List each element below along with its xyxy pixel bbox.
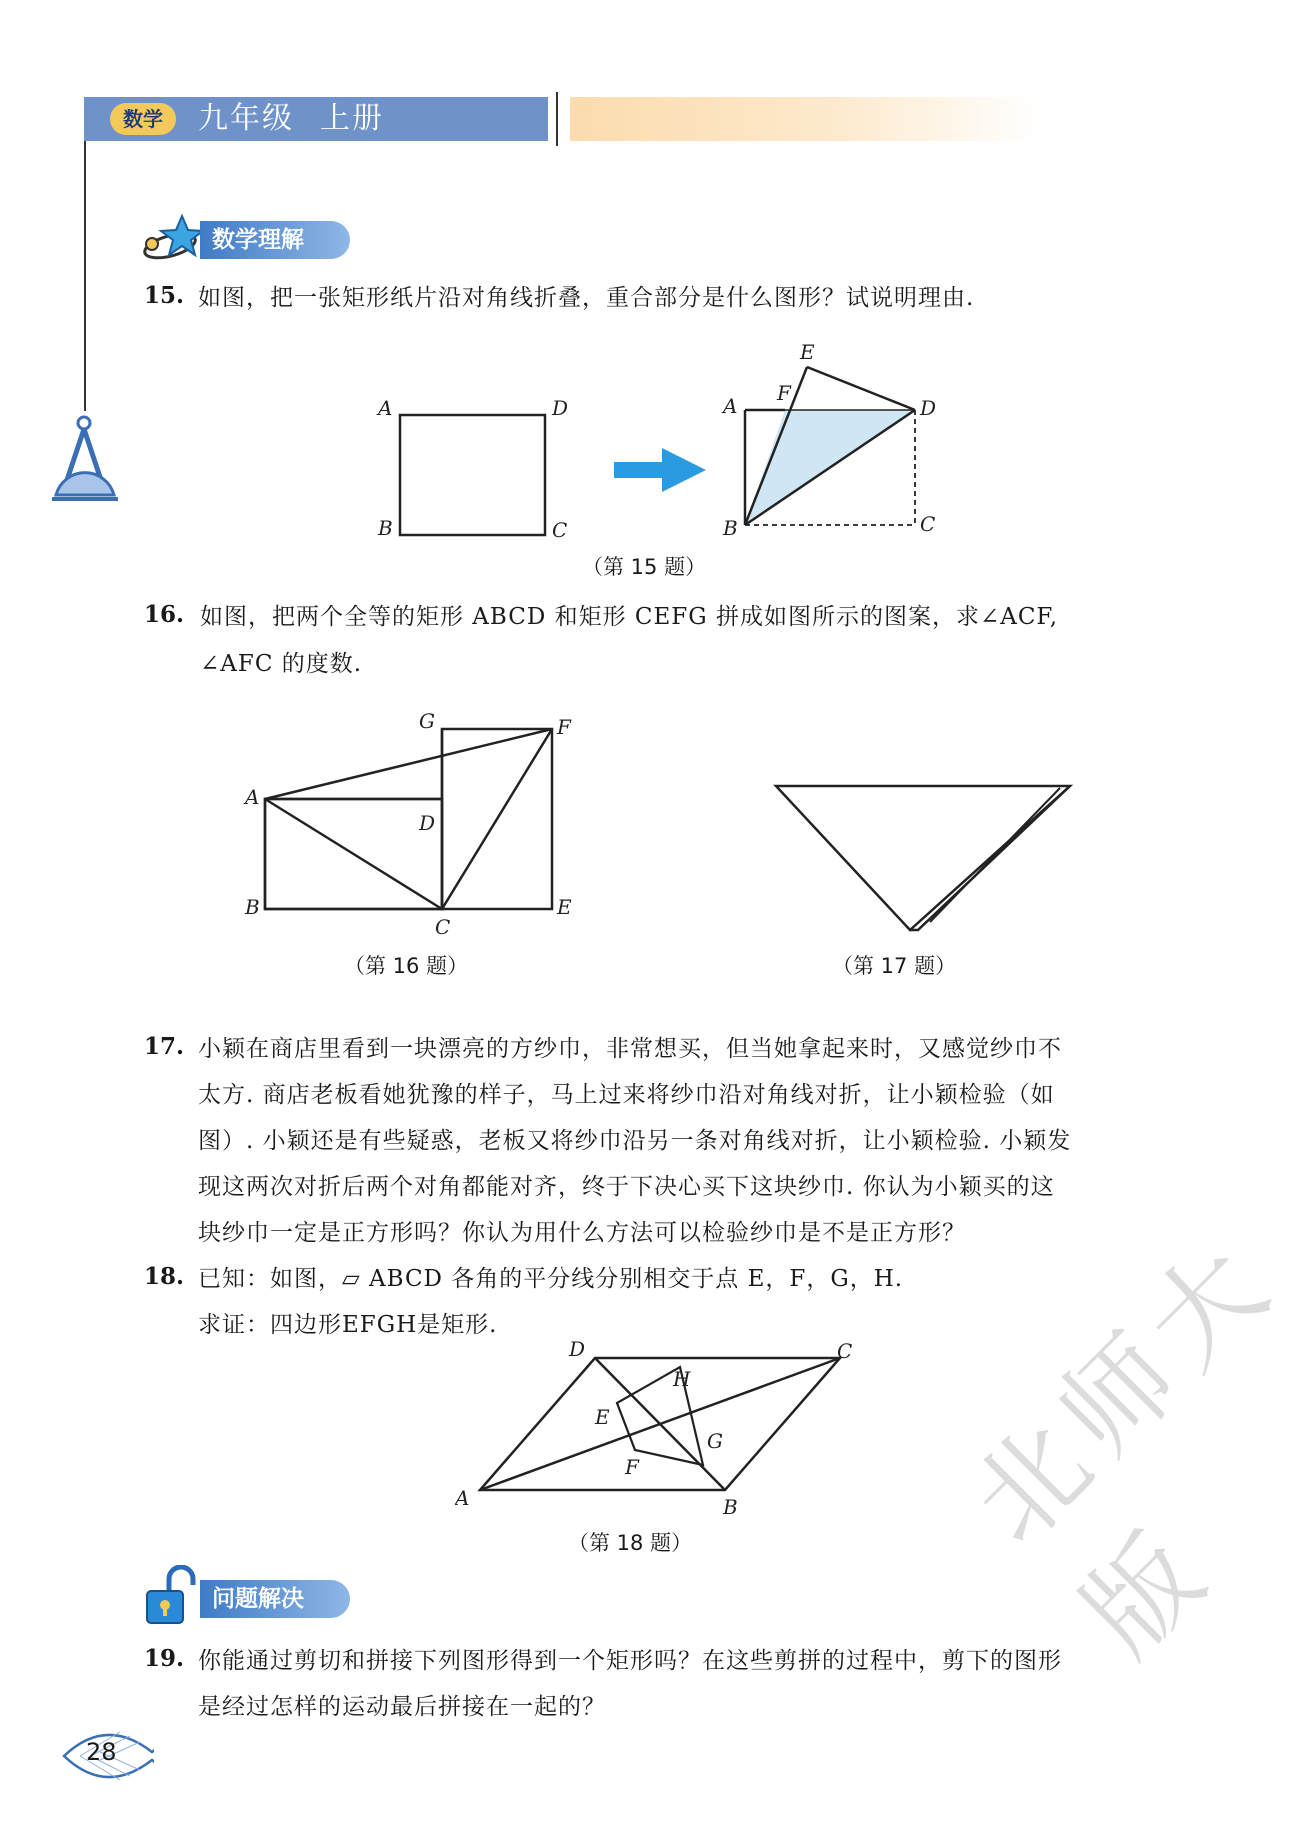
problem-18-number: 18. [144, 1263, 185, 1290]
problem-17-line4: 现这两次对折后两个对角都能对齐，终于下决心买下这块纱巾. 你认为小颖买的这 [198, 1174, 1055, 1200]
rect-abcd [400, 415, 545, 535]
label-16-D: D [419, 811, 436, 835]
problem-15-text: 如图，把一张矩形纸片沿对角线折叠，重合部分是什么图形？试说明理由. [198, 285, 975, 311]
label-15a-B: B [378, 516, 393, 540]
figure-15b [715, 335, 945, 540]
problem-19-line2: 是经过怎样的运动最后拼接在一起的？ [198, 1694, 606, 1720]
section-tag-problem-solving: 问题解决 [200, 1580, 350, 1618]
volume-label: 上册 [320, 101, 384, 136]
figure-16 [235, 712, 585, 937]
left-rule [84, 141, 86, 411]
problem-16-line1: 如图，把两个全等的矩形 ABCD 和矩形 CEFG 拼成如图所示的图案，求∠ACF, [200, 604, 1059, 630]
label-18-D: D [569, 1340, 586, 1361]
problem-18-line1: 已知：如图，▱ ABCD 各角的平分线分别相交于点 E，F，G，H. [198, 1266, 904, 1292]
problem-16-number: 16. [144, 601, 185, 628]
label-15b-E: E [800, 340, 815, 364]
caption-16: （第 16 题） [344, 954, 469, 978]
label-18-C: C [837, 1340, 853, 1363]
problem-15-number: 15. [144, 282, 185, 309]
subject-badge: 数学 [110, 103, 176, 135]
label-16-B: B [245, 895, 260, 919]
label-18-A: A [455, 1486, 470, 1510]
padlock-icon [143, 1565, 199, 1627]
header-separator [556, 92, 558, 146]
label-18-G: G [707, 1429, 723, 1453]
figure-15a [370, 340, 600, 540]
arrow-icon [610, 440, 710, 500]
section-tag-understanding: 数学理解 [200, 221, 350, 259]
watermark: 北师大版 [946, 1213, 1301, 1680]
label-15a-C: C [552, 518, 568, 540]
header-gradient [570, 97, 1040, 141]
label-16-G: G [419, 712, 435, 733]
caption-15: （第 15 题） [582, 555, 707, 579]
label-15b-F: F [777, 381, 791, 405]
problem-16-line2: ∠AFC 的度数. [200, 651, 363, 677]
label-18-H: H [673, 1367, 691, 1391]
label-15b-C: C [920, 512, 936, 536]
label-18-E: E [595, 1405, 610, 1429]
page-number: 28 [86, 1738, 117, 1766]
caption-17: （第 17 题） [832, 954, 957, 978]
header-title [198, 99, 410, 139]
problem-17-line3: 图）. 小颖还是有些疑惑，老板又将纱巾沿另一条对角线对折，让小颖检验. 小颖发 [198, 1128, 1072, 1154]
problem-17-number: 17. [144, 1033, 185, 1060]
label-15b-B: B [723, 516, 738, 540]
label-15b-A: A [723, 394, 738, 418]
figure-18 [455, 1340, 875, 1520]
label-16-C: C [435, 915, 451, 937]
label-15b-D: D [920, 396, 937, 420]
problem-17-line5: 块纱巾一定是正方形吗？你认为用什么方法可以检验纱巾是不是正方形？ [198, 1220, 966, 1246]
label-15a-A: A [378, 396, 393, 420]
problem-19-line1: 你能通过剪切和拼接下列图形得到一个矩形吗？在这些剪拼的过程中，剪下的图形 [198, 1648, 1062, 1674]
problem-19-number: 19. [144, 1645, 185, 1672]
label-18-F: F [625, 1455, 639, 1479]
problem-18-line2: 求证：四边形EFGH是矩形. [198, 1312, 498, 1338]
compass-icon [48, 415, 122, 505]
caption-18: （第 18 题） [568, 1531, 693, 1555]
problem-17-line2: 太方. 商店老板看她犹豫的样子，马上过来将纱巾沿对角线对折，让小颖检验（如 [198, 1082, 1055, 1108]
problem-17-line1: 小颖在商店里看到一块漂亮的方纱巾，非常想买，但当她拿起来时，又感觉纱巾不 [198, 1036, 1062, 1062]
label-16-A: A [245, 785, 260, 809]
label-15a-D: D [552, 396, 569, 420]
figure-17-scarf [770, 780, 1080, 940]
label-16-E: E [557, 895, 572, 919]
grade-label: 九年级 [198, 101, 294, 136]
label-16-F: F [557, 715, 571, 739]
label-18-B: B [723, 1495, 738, 1519]
